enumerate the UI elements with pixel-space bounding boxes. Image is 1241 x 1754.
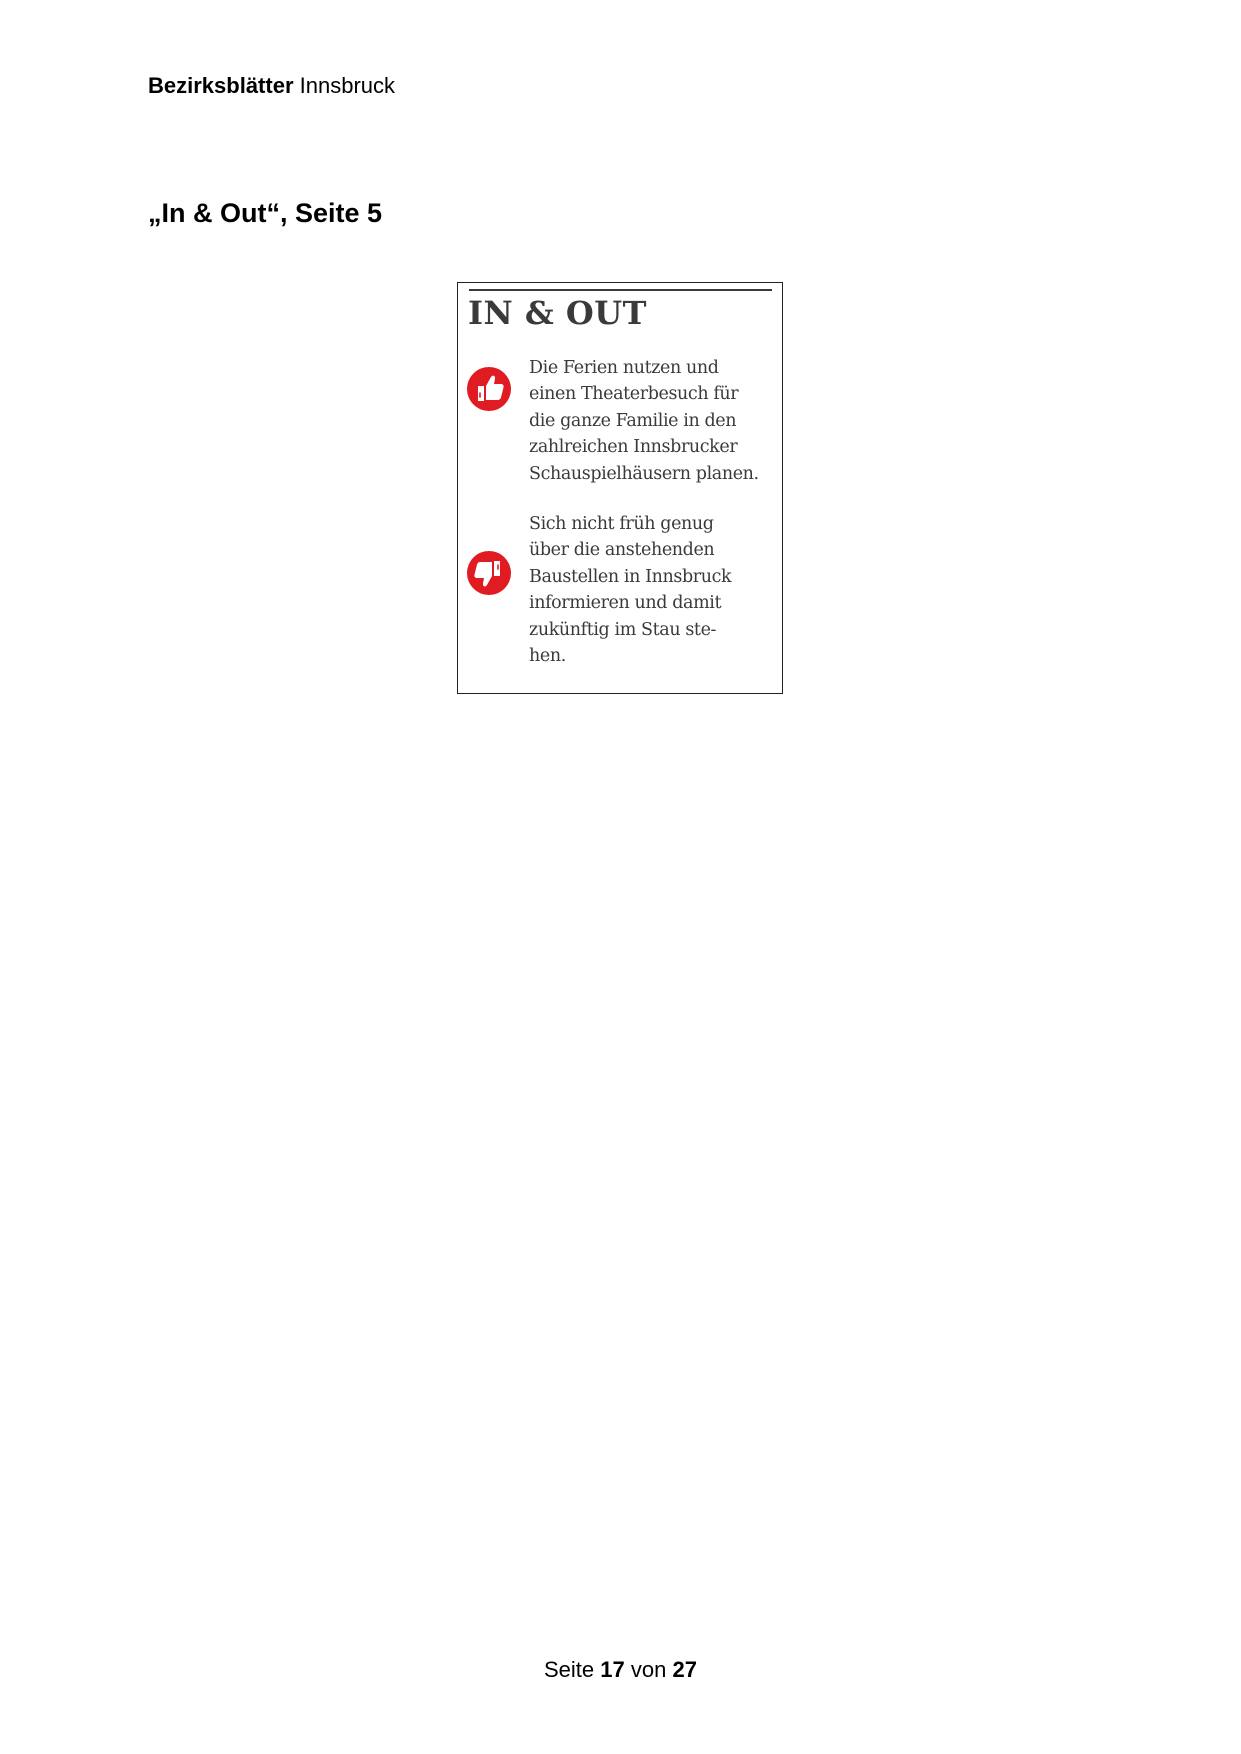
footer-page-word: Seite [544, 1657, 595, 1682]
out-item-text: Sich nicht früh genug über die anstehenden Baustellen in Innsbruck informieren und damit zukünftig im Stau ste- hen. [529, 514, 732, 667]
clipping-top-rule [469, 289, 772, 291]
clipping-title: IN & OUT [468, 294, 647, 332]
thumbs-up-icon [466, 366, 512, 412]
page-footer [0, 1656, 1241, 1684]
publication-name: Bezirksblätter [148, 73, 294, 98]
section-title: „In & Out“, Seite 5 [148, 198, 383, 228]
in-item-text: Die Ferien nutzen und einen Theaterbesuch für die ganze Familie in den zahlreichen Innsbrucker Schauspielhäusern planen. [529, 358, 759, 484]
thumbs-down-icon [466, 550, 512, 596]
publication-city: Innsbruck [299, 73, 396, 98]
footer-current-page: 17 [600, 1657, 625, 1682]
footer-total-pages: 27 [672, 1657, 697, 1682]
document-header [148, 72, 395, 100]
footer-of-word: von [630, 1657, 667, 1682]
newspaper-clipping [457, 282, 783, 694]
